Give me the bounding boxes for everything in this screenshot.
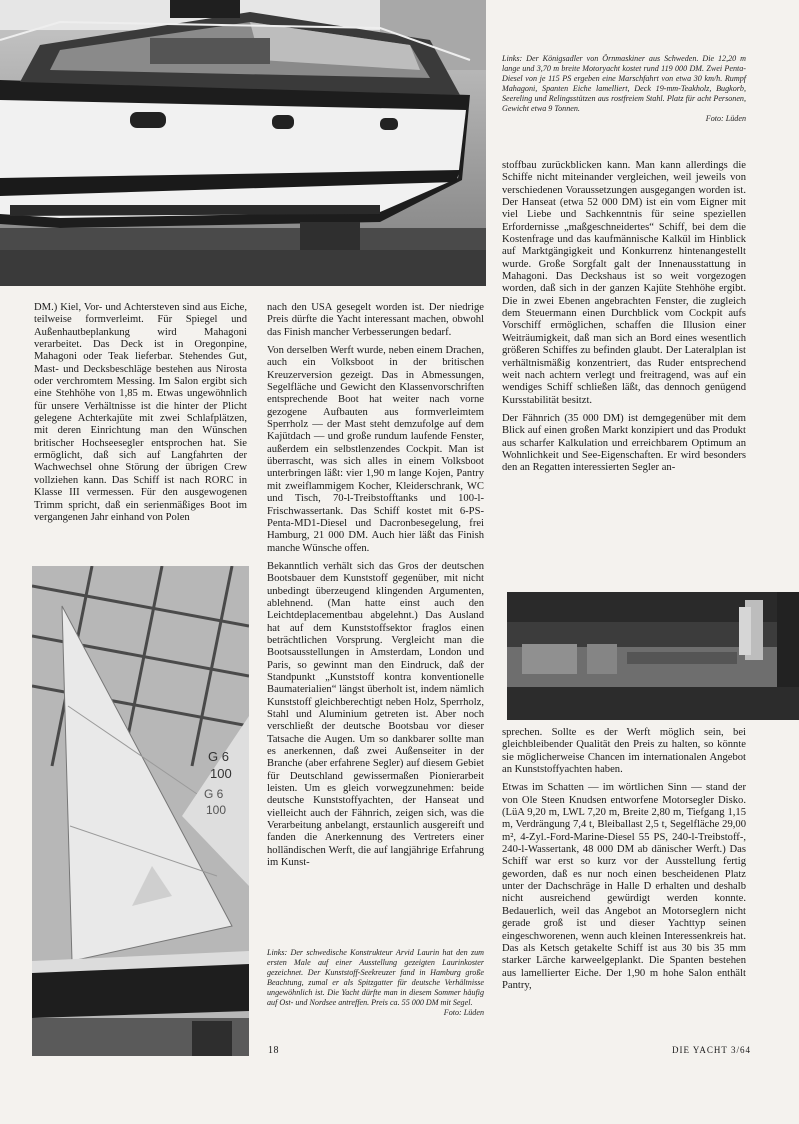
- paragraph: Etwas im Schatten — im wörtlichen Sinn — stand der von Ole Steen Knudsen entworfene Motorsegler Disko. (LüA 9,20 m, LWL 7,20 m, Breite 2,80 m, Tiefgang 1,15 m, Verdrängung 7,4 t, Bleiballast 2,5 t, Segelfläche 29,00 m², 4-Zyl.-Ford-Marine-Diesel 55 PS, 240-l-Treibstoff-, 240-l-Wassertank, 48 000 DM ab dänischer Werft.) Das Schiff war erst so kurz vor der Ausstellung fertig geworden, daß es nur noch einen bescheidenen Platz unter der Dachschräge in Halle D erhalten und deshalb nicht ausreichend gewürdigt werden konnte. Bedauerlich, weil das Angebot an Motorseglern nicht gerade groß ist und dieser Yachttyp seinen eingeschworenen, wenn auch kleinen Interessenkreis hat. Das als Ketsch getakelte Schiff ist aus 30 bis 35 mm starker Lärche karweelgeplankt. Die Spanten bestehen aus lamellierter Eiche. Der 1,90 m hohe Salon enthält Pantry,: [502, 782, 746, 991]
- paragraph: stoffbau zurückblicken kann. Man kann allerdings die Schiffe nicht miteinander vergleichen, weil jeweils von verschiedenen Voraussetzungen ausgegangen worden ist. Der Hanseat (etwa 52 000 DM) ist ein vom Eigner mit viel Liebe und Sachkenntnis für seine speziellen Erfordernisse „maßgeschneidertes“ Schiff, bei dem die Kostenfrage und das kaufmännische Kalkül im Hinblick auf Marktgängigkeit und Konkurrenz hintenangestellt wurde. Große Sorgfalt galt der Innenausstattung in Mahagoni. Das Deckshaus ist so weit vorgezogen worden, daß sich in der ganzen Kajüte Stehhöhe ergibt. Die in zwei Ebenen angebrachten Fenster, die zugleich dem Steuermann einen Durchblick vom Cockpit aufs Vorschiff ermöglichen, schaffen die Illusion einer Weiträumigkeit, daß man sich an Bord eines wesentlich größeren Schiffes zu befinden glaubt. Der Lateralplan ist verhältnismäßig konzentriert, das Ruder entsprechend weit nach achtern verlegt und freitragend, was auf ein wendiges Schiff schließen läßt, das dennoch genügend Kursstabilität besitzt.: [502, 160, 746, 406]
- sail-number: G 6: [204, 787, 224, 801]
- sail-number: 100: [206, 803, 227, 817]
- photo-credit: Foto: Lüden: [705, 114, 746, 123]
- sailboat-photo: [32, 566, 249, 1056]
- sail-number: 100: [210, 766, 232, 781]
- article-column-3-lower: [502, 727, 746, 998]
- paragraph: sprechen. Sollte es der Werft möglich sein, bei gleichbleibender Qualität den Preis zu halten, so könnte sie möglicherweise Chancen im internationalen Angebot an Kunststoffyachten haben.: [502, 727, 746, 776]
- paragraph: Bekanntlich verhält sich das Gros der deutschen Bootsbauer dem Kunststoff gegenüber, mit nicht unbedingt überzeugend klingenden Argumenten, ablehnend. (Man hatte einst auch den Leichtdeplacementbau abgelehnt.) Das Ausland hat auf dem Kunststoffsektor fraglos einen beträchtlichen Vorsprung. Vergleicht man die Bootsausstellungen in Amsterdam, London und Paris, so gewinnt man den Eindruck, daß der Standpunkt „Kunststoff kontra konventionelle Baumaterialien“ längst überholt ist, indem nämlich Kunststoff gleichberechtigt neben Holz, Sperrholz, Stahl und Aluminium getreten ist. Aber noch verschließt der deutsche Bootsbau vor dieser Tatsache die Augen. Um so dankbarer sollte man es anerkennen, daß zwei Außenseiter in der Branche (aber erfahrene Segler) auf diesem Gebiet für Deutschland gewissermaßen Pionierarbeit leisten. Um es gleich vorwegzunehmen: beide deutsche Kunststoffyachten, der Hanseat und vielleicht auch der Fähnrich, zeigen sich, was die Verarbeitung anbelangt, erstaunlich ausgereift und fanden die Anerkennung des Vertreters einer holländischen Werft, die auf langjährige Erfahrung im Kunst-: [267, 560, 484, 869]
- photo-credit: Foto: Lüden: [443, 1008, 484, 1017]
- photo-caption-sailboat: [267, 948, 484, 1018]
- salon-photo: [507, 592, 799, 720]
- paragraph: DM.) Kiel, Vor- und Achtersteven sind aus Eiche, teilweise formverleimt. Für Spiegel und Außenhautbeplankung wird Mahagoni verarbeitet. Das Deck ist in Oregonpine, Mahagoni oder Teak lieferbar. Stehendes Gut, Mast- und Decksbeschläge bestehen aus Nirosta oder verchromtem Messing. Im Salon ergibt sich eine Stehhöhe von 1,85 m. Etwas ungewöhnlich für unsere Verhältnisse ist die hinter der Plicht gelegene Achterkajüte mit zwei Schlafplätzen, mit deren Einrichtung man den Wünschen britischer Hochseesegler entsprochen hat. Sie ermöglicht, daß sich auf Langfahrten der Wachwechsel ohne Störung der übrigen Crew vollziehen kann. Das Schiff ist nach RORC in Klasse III vermessen. Für den ausgewogenen Trimm spricht, daß ein serienmäßiges Boot im vergangenen Jahr einhand von Polen: [34, 302, 247, 523]
- sail-number: G 6: [208, 749, 229, 764]
- article-column-2: [267, 302, 484, 875]
- motor-yacht-photo: [0, 0, 486, 286]
- caption-text: Links: Der schwedische Konstrukteur Arvid Laurin hat den zum ersten Male auf einer Ausstellung gezeigten Laurinkoster gezeichnet. Der Kunststoff-Seekreuzer fand in Hamburg große Beachtung, zumal er als Spitzgatter für deutsche Verhältnisse ungewöhnlich ist. Die Yacht dürfte man in diesem Sommer häufig auf Ost- und Nordsee antreffen. Preis ca. 55 000 DM mit Segel.: [267, 948, 484, 1007]
- paragraph: Von derselben Werft wurde, neben einem Drachen, auch ein Volksboot in der britischen Kreuzerversion gezeigt. Das in Abmessungen, Segelfläche und Gewicht den Klassenvorschriften entsprechende Boot hat weiter nach vorne gezogene Aufbauten aus formverleimtem Sperrholz — der Mast steht demzufolge auf dem Kajütdach — und große rundum laufende Fenster, außerdem ein selbstlenzendes Cockpit. Man ist überrascht, was sich alles in einem Volksboot unterbringen läßt: vier 1,90 m lange Kojen, Pantry mit zweiflammigem Kocher, Kleiderschrank, WC und Tisch, 70-l-Treibstofftanks und 100-l-Frischwassertank. Das Schiff kostet mit 6-PS-Penta-MD1-Diesel und Dacronbesegelung, frei Hamburg, 21 000 DM. Auch hier läßt das Finish manche Wünsche offen.: [267, 345, 484, 554]
- paragraph: Der Fähnrich (35 000 DM) ist demgegenüber mit dem Blick auf einen großen Markt konzipiert und das Produkt aus scharfer Kalkulation und erreichbarem Optimum an Wohnlichkeit und See-Eigenschaften. Er wird besonders den an Regatten interessierten Segler an-: [502, 412, 746, 474]
- article-column-1: [34, 302, 247, 530]
- article-column-3-upper: [502, 160, 746, 481]
- magazine-issue: DIE YACHT 3/64: [672, 1045, 751, 1055]
- paragraph: nach den USA gesegelt worden ist. Der niedrige Preis dürfte die Yacht interessant machen, obwohl das Finish mancher Verbesserungen bedarf.: [267, 302, 484, 338]
- photo-caption-motor-yacht: [502, 54, 746, 124]
- caption-text: Links: Der Königsadler von Örnmaskiner aus Schweden. Die 12,20 m lange und 3,70 m breite Motoryacht kostet rund 119 000 DM. Zwei Penta-Diesel von je 115 PS ergeben eine Marschfahrt von etwa 30 km/h. Rumpf Mahagoni, Spanten Eiche lamelliert, Deck 19-mm-Teakholz, Bugkorb, Seereling und Relingsstützen aus rostfreiem Stahl. Platz für acht Personen, Gewicht etwa 9 Tonnen.: [502, 54, 746, 113]
- page-number: 18: [268, 1045, 279, 1056]
